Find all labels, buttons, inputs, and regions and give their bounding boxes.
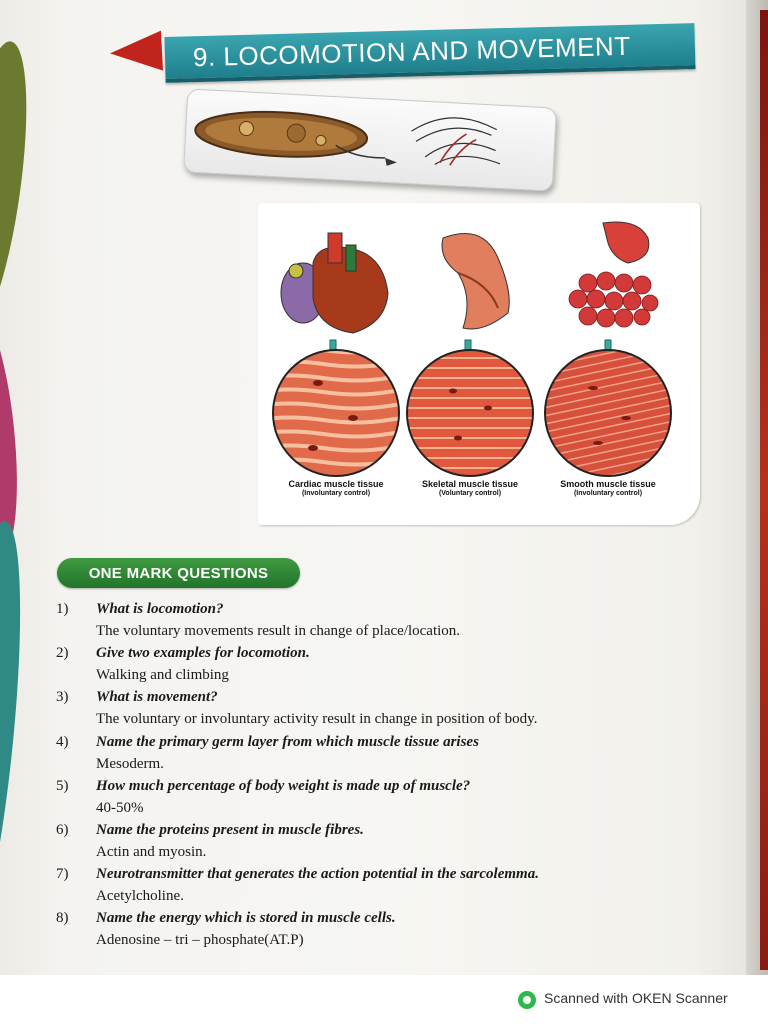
- answer-text: Adenosine – tri – phosphate(AT.P): [96, 932, 304, 948]
- muscle-tissue-drawing: [258, 203, 700, 525]
- page-spine-edge: [760, 10, 768, 970]
- tissue-name: Smooth muscle tissue: [560, 479, 656, 489]
- title-arrow-icon: [109, 31, 163, 74]
- answer-text: Mesoderm.: [96, 756, 164, 772]
- question-number: 8): [56, 910, 69, 926]
- decorative-band: [0, 518, 36, 975]
- tissue-control: (Voluntary control): [438, 490, 502, 497]
- answer-text: The voluntary movements result in change of place/location.: [96, 623, 461, 639]
- question-number: 6): [56, 822, 69, 838]
- question-text: Name the energy which is stored in muscle cells.: [96, 910, 396, 926]
- muscle-tissue-figure: [258, 203, 700, 525]
- tissue-name: Cardiac muscle tissue: [288, 479, 384, 489]
- tissue-caption-skeletal: [400, 479, 540, 498]
- section-badge-label: ONE MARK QUESTIONS: [88, 564, 269, 582]
- question-text: What is movement?: [96, 689, 218, 705]
- paramecium-illustration: [183, 88, 557, 191]
- question-text: How much percentage of body weight is made up of muscle?: [96, 778, 471, 794]
- question-text: Name the primary germ layer from which muscle tissue arises: [96, 734, 479, 750]
- question-text: Name the proteins present in muscle fibres.: [96, 822, 364, 838]
- answer-text: Walking and climbing: [96, 667, 229, 683]
- tissue-caption-cardiac: [266, 479, 406, 498]
- tissue-name: Skeletal muscle tissue: [421, 479, 519, 489]
- section-badge: [57, 558, 300, 588]
- question-number: 4): [56, 734, 69, 750]
- answer-text: Acetylcholine.: [96, 888, 184, 904]
- tissue-caption-smooth: [538, 479, 678, 498]
- tissue-control: (Involuntary control): [573, 490, 643, 497]
- chapter-title: 9. LOCOMOTION AND MOVEMENT: [192, 30, 631, 72]
- question-number: 3): [56, 689, 69, 705]
- answer-text: Actin and myosin.: [96, 844, 207, 860]
- paramecium-drawing: [184, 89, 556, 190]
- question-text: Neurotransmitter that generates the action potential in the sarcolemma.: [96, 866, 539, 882]
- question-number: 5): [56, 778, 69, 794]
- question-number: 1): [56, 601, 69, 617]
- decorative-band: [0, 37, 41, 342]
- tissue-control: (Involuntary control): [301, 490, 371, 497]
- question-number: 7): [56, 866, 69, 882]
- chapter-title-bar: [164, 23, 695, 83]
- answer-text: 40-50%: [96, 800, 144, 816]
- question-text: What is locomotion?: [96, 601, 224, 617]
- question-number: 2): [56, 645, 69, 661]
- question-text: Give two examples for locomotion.: [96, 645, 310, 661]
- scanner-watermark-text: Scanned with OKEN Scanner: [544, 990, 728, 1006]
- scanner-logo-icon: [518, 991, 536, 1009]
- answer-text: The voluntary or involuntary activity result in change in position of body.: [96, 711, 538, 727]
